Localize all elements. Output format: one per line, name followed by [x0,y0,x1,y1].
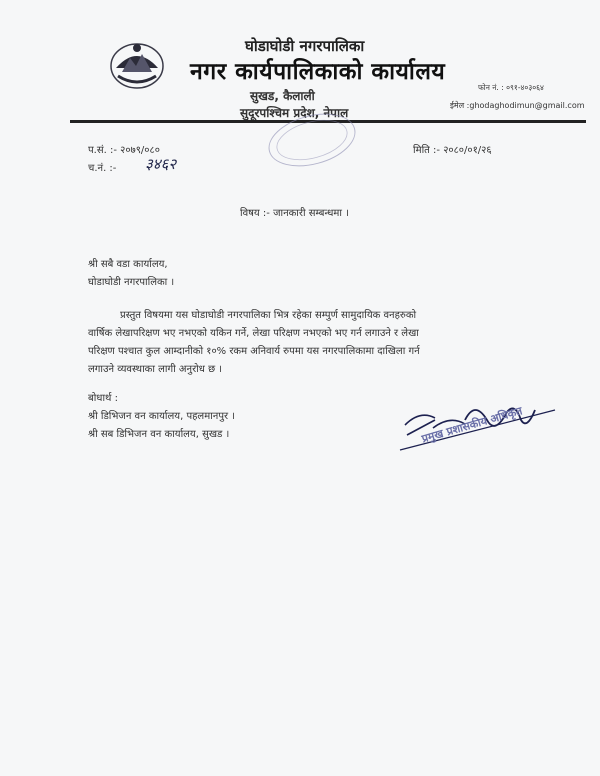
municipality-name: घोडाघोडी नगरपालिका [245,37,365,55]
letter-date: मिति :- २०८०/०१/२६ [413,145,492,156]
cc-item: श्री डिभिजन वन कार्यालय, पहलमानपुर । [88,411,236,422]
address-line2: सुदूरपश्चिम प्रदेश, नेपाल [240,106,349,120]
email-address: ईमेल :ghodaghodimun@gmail.com [450,101,585,110]
dispatch-number: ३४६२ [145,155,177,173]
signatory-title-stamp: प्रमुख प्रशासकीय अधिकृत [420,404,524,446]
phone-number: फोन नं. : ०९१-४०३०६४ [478,83,544,92]
cc-label: बोधार्थ : [88,393,118,404]
body-line: प्रस्तुत विषयमा यस घोडाघोडी नगरपालिका भित्र रहेका सम्पुर्ण सामुदायिक वनहरुको [120,310,417,321]
body-line: परिक्षण पश्चात कुल आम्दानीको १०% रकम अनिवार्य रुपमा यस नगरपालिकामा दाखिला गर्न [88,346,420,357]
cc-item: श्री सब डिभिजन वन कार्यालय, सुखड । [88,429,230,440]
recipient-line1: श्री सबै वडा कार्यालय, [88,259,168,270]
subject-line: विषय :- जानकारी सम्बन्धमा । [240,208,349,219]
office-name: नगर कार्यपालिकाको कार्यालय [190,59,446,85]
office-seal-icon [262,110,362,170]
body-line: वार्षिक लेखापरिक्षण भए नभएको यकिन गर्ने, लेखा परिक्षण नभएको भए गर्न लगाउने र लेखा [88,328,419,339]
body-line: लगाउने व्यवस्थाका लागी अनुरोध छ । [88,364,223,375]
dispatch-label: च.नं. :- [88,163,117,174]
reference-number: प.सं. :- २०७९/०८० [88,145,160,156]
recipient-line2: घोडाघोडी नगरपालिका । [88,277,175,288]
nepal-emblem-icon [108,38,166,90]
address-line1: सुखड, कैलाली [250,89,315,103]
